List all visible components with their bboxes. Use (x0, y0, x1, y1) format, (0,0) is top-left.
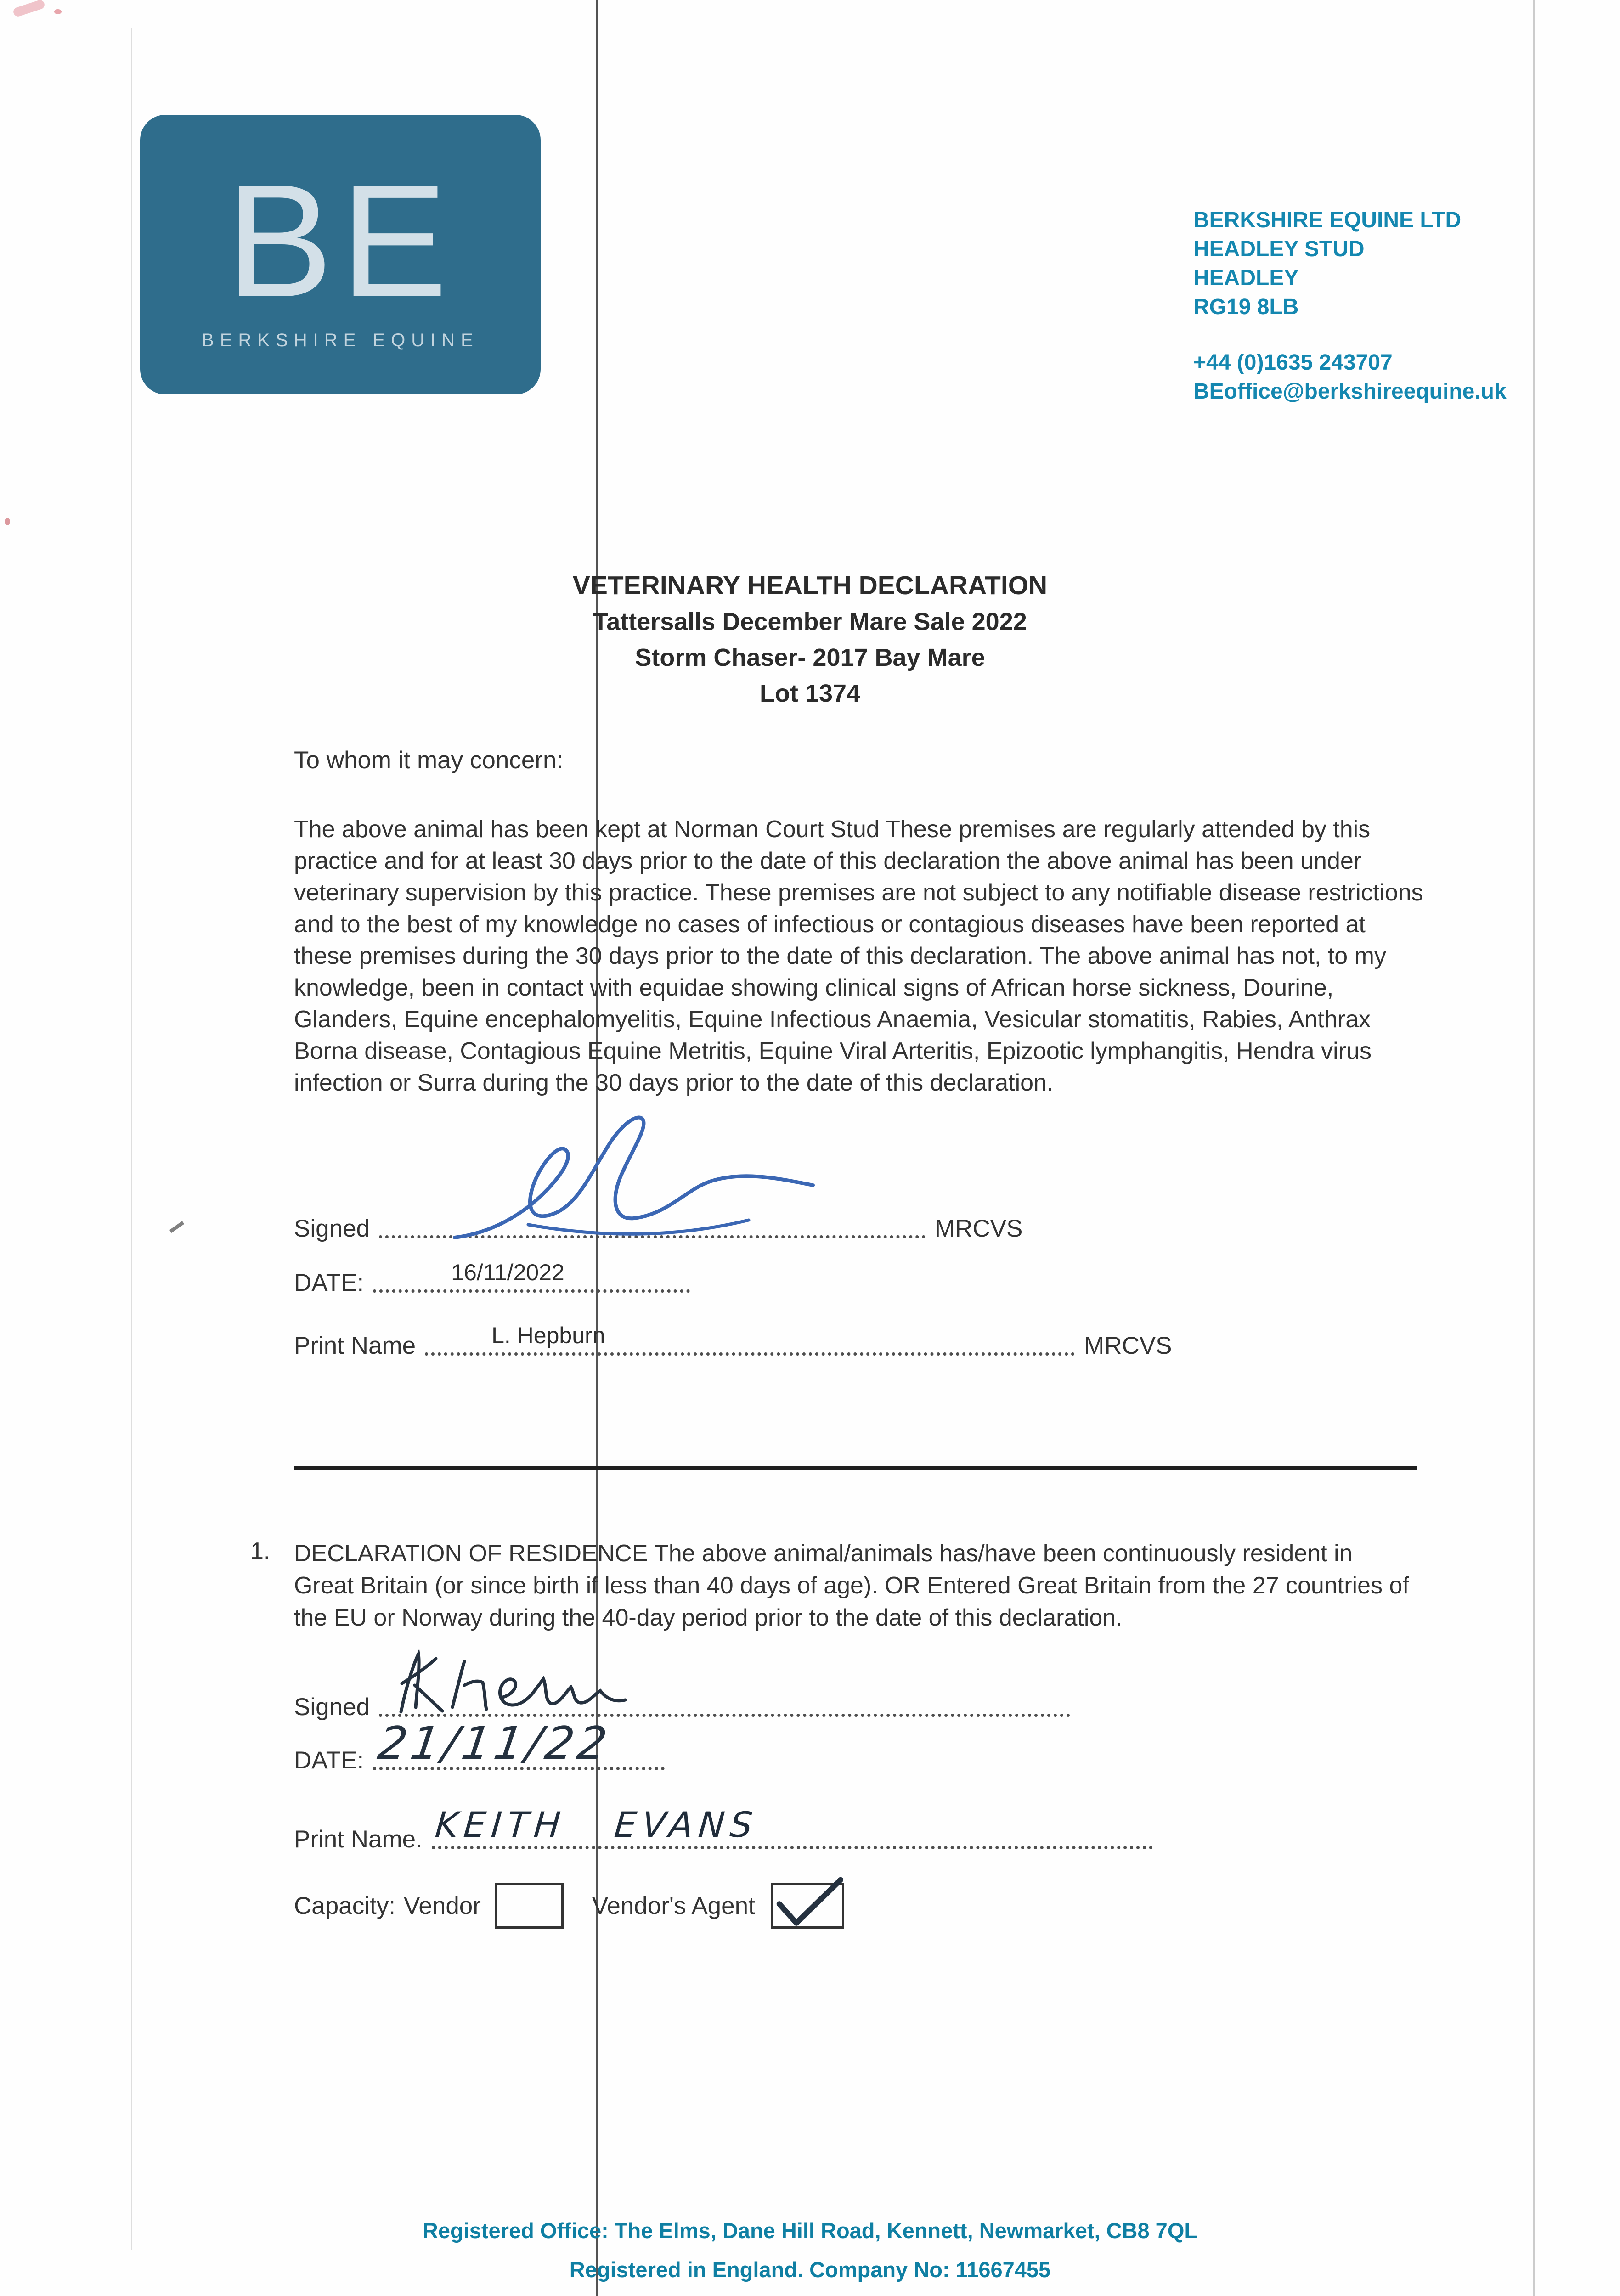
company-contact-block (1193, 206, 1507, 406)
scan-smudge (54, 9, 62, 14)
horse-description: Storm Chaser- 2017 Bay Mare (635, 644, 985, 671)
document-title: VETERINARY HEALTH DECLARATION (572, 571, 1048, 600)
scan-edge-line-right (1533, 0, 1535, 2296)
vet-print-row (294, 1322, 1172, 1359)
vet-credential: MRCVS (935, 1215, 1023, 1242)
vet-date-line (373, 1260, 690, 1293)
registered-office-line: Registered Office: The Elms, Dane Hill Road, Kennett, Newmarket, CB8 7QL (422, 2218, 1198, 2243)
scan-speck (169, 1221, 184, 1233)
vet-date-value: 16/11/2022 (451, 1260, 564, 1285)
declaration-paragraph: The above animal has been kept at Norman Court Stud These premises are regularly attended by this practice and for at least 30 days prior to the date of this declaration the above animal has been under veterinary supervision by this practice. These premises are not subject to any notifiable disease restrictions and to the best of my knowledge no cases of infectious or contagious diseases have been reported at these premises during the 30 days prior to the date of this declaration. The above animal has not, to my knowledge, been in contact with equidae showing clinical signs of African horse sickness, Dourine, Glanders, Equine encephalomyelitis, Equine Infectious Anaemia, Vesicular stomatitis, Rabies, Anthrax Borna disease, Contagious Equine Metritis, Equine Viral Arteritis, Epizootic lymphangitis, Hendra virus infection or Surra during the 30 days prior to the date of this declaration. (294, 816, 1423, 1096)
vendor-print-line (432, 1804, 1153, 1849)
vet-credential-2: MRCVS (1084, 1332, 1172, 1359)
residence-declaration-text: DECLARATION OF RESIDENCE The above animal/animals has/have been continuously resident in Great Britain (or since birth if less than 40 days of age). OR Entered Great Britain from the 27 countries of the EU or Norway during the 40-day period prior to the date of this declaration. (294, 1540, 1409, 1631)
company-logo (140, 115, 541, 394)
vendor-signed-label: Signed (294, 1694, 370, 1721)
capacity-label: Capacity: (294, 1892, 395, 1919)
contact-phone: +44 (0)1635 243707 (1193, 350, 1393, 375)
scan-smudge (12, 0, 46, 17)
contact-town: HEADLEY (1193, 266, 1299, 290)
vendor-date-label: DATE: (294, 1747, 364, 1774)
capacity-vendor-label: Vendor (403, 1892, 481, 1919)
sale-name: Tattersalls December Mare Sale 2022 (593, 608, 1027, 636)
capacity-agent-label: Vendor's Agent (592, 1892, 755, 1919)
company-number-line: Registered in England. Company No: 11667455 (569, 2257, 1051, 2282)
vet-print-label: Print Name (294, 1332, 416, 1359)
vet-print-line (425, 1322, 1075, 1356)
vendor-signature-icon (388, 1643, 645, 1721)
vet-date-label: DATE: (294, 1269, 364, 1296)
contact-company: BERKSHIRE EQUINE LTD (1193, 208, 1462, 232)
document-title-block (0, 567, 1620, 711)
vendor-checkbox (495, 1883, 564, 1929)
lot-number: Lot 1374 (759, 680, 861, 707)
capacity-row (294, 1883, 844, 1929)
logo-company-name: BERKSHIRE EQUINE (202, 330, 479, 350)
section-divider (294, 1466, 1417, 1470)
vendor-print-label: Print Name. (294, 1826, 423, 1853)
vendor-print-handwriting: KEITH EVANS (433, 1804, 760, 1845)
vet-signed-label: Signed (294, 1215, 370, 1242)
vendors-agent-checkbox (771, 1883, 844, 1929)
residence-item-number: 1. (250, 1538, 271, 1564)
contact-stud: HEADLEY STUD (1193, 237, 1365, 261)
contact-email: BEoffice@berkshireequine.uk (1193, 379, 1507, 404)
vet-date-row (294, 1262, 699, 1296)
contact-postcode: RG19 8LB (1193, 295, 1299, 319)
logo-initials: BE (226, 151, 455, 331)
vendor-print-row (294, 1804, 1162, 1853)
salutation: To whom it may concern: (294, 747, 564, 774)
vet-print-value: L. Hepburn (491, 1322, 605, 1348)
vet-signature-icon (427, 1100, 841, 1251)
scan-edge-line-left (131, 28, 132, 2250)
vendor-date-handwriting: 21/11/22 (375, 1717, 614, 1770)
vendor-date-line (373, 1717, 665, 1770)
scan-smudge (5, 518, 10, 525)
vendor-date-row (294, 1717, 674, 1774)
checkmark-icon (770, 1872, 851, 1939)
